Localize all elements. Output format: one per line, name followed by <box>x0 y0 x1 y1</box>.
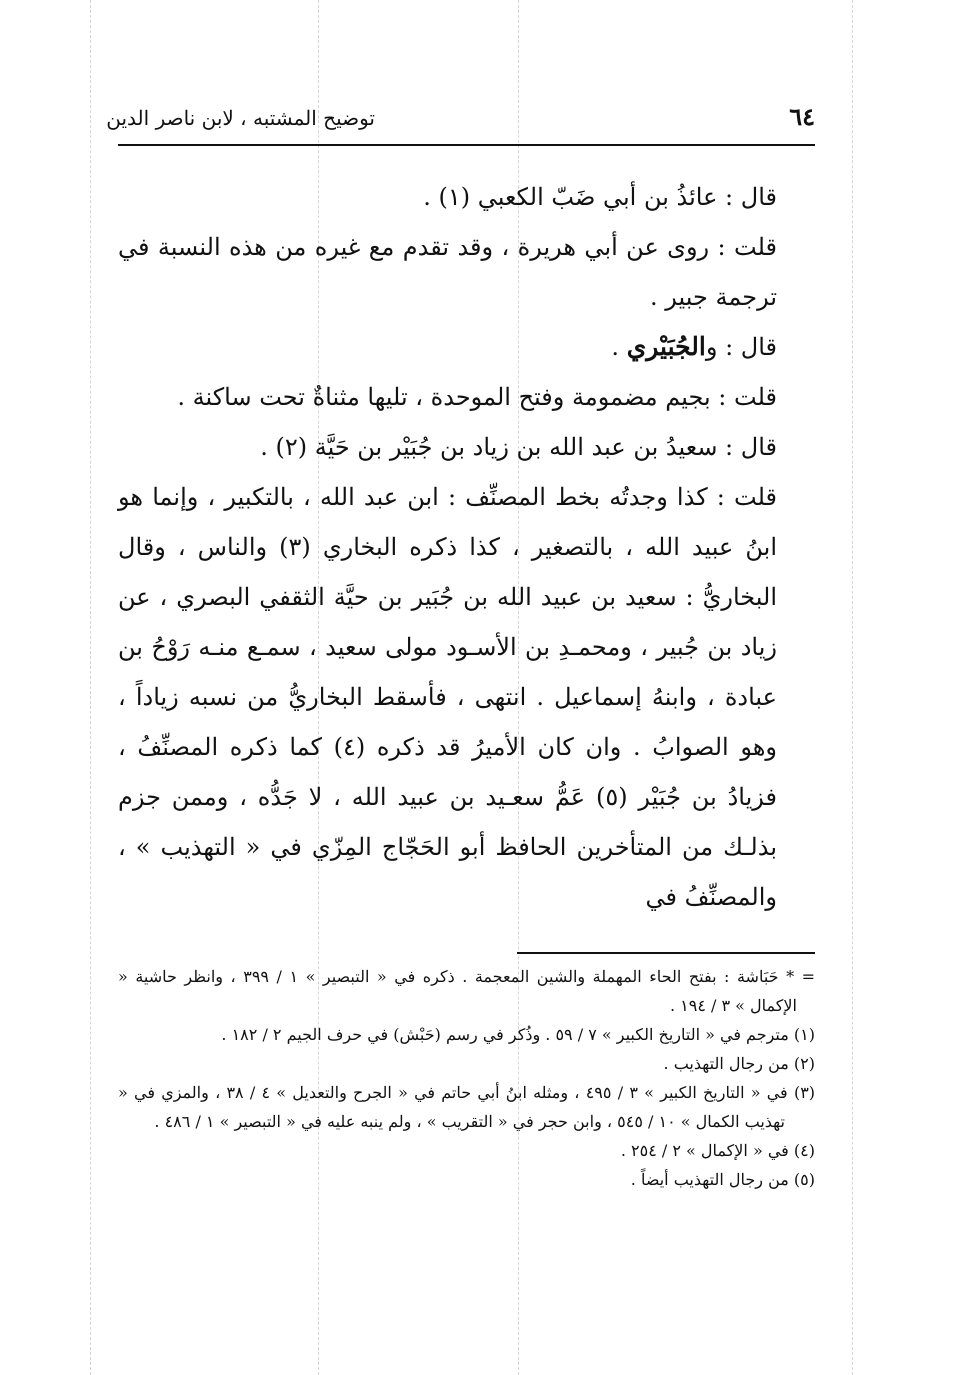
footnote-marker: (٣) <box>793 1083 816 1102</box>
text-line: قال : سعيدُ بن عبد الله بن زياد بن جُبَيْر بن حَيَّة (٢) . <box>260 433 777 461</box>
footnote-marker: = <box>801 967 816 986</box>
footnote <box>118 1136 815 1165</box>
entry-keyword: الجُبَيْري <box>626 332 706 361</box>
main-text <box>118 172 815 922</box>
footnote <box>118 1020 815 1049</box>
footnote-text: في « الإكمال » ٢ / ٢٥٤ . <box>620 1141 789 1160</box>
footnote-text: * حَبَاشة : بفتح الحاء المهملة والشين المعجمة . ذكره في « التبصير » ١ / ٣٩٩ ، وانظر حاشية « الإكمال » ٣ / ١٩٤ . <box>118 967 797 1015</box>
line-prefix: قال : و <box>705 333 777 361</box>
footnote-text: في « التاريخ الكبير » ٣ / ٤٩٥ ، ومثله ابنُ أبي حاتم في « الجرح والتعديل » ٤ / ٣٨ ، والمزي في « تهذيب الكمال » ١٠ / ٥٤٥ ، وابن حجر في « التقريب » ، ولم ينبه عليه في « التبصير » ١ / ٤٨٦ . <box>118 1083 788 1131</box>
footnote <box>118 962 815 1020</box>
footnote-marker: (٥) <box>793 1170 815 1189</box>
scan-guide-line <box>852 0 853 1375</box>
footnote-text: من رجال التهذيب . <box>663 1054 789 1073</box>
footnote-text: من رجال التهذيب أيضاً . <box>630 1170 789 1189</box>
running-title: توضيح المشتبه ، لابن ناصر الدين <box>106 106 375 130</box>
text-line: قلت : روى عن أبي هريرة ، وقد تقدم مع غيره من هذه النسبة في ترجمة جبير . <box>118 233 777 311</box>
footnote-marker: (٤) <box>793 1141 815 1160</box>
text-line <box>118 322 815 372</box>
running-header <box>106 100 815 146</box>
scan-guide-line <box>90 0 91 1375</box>
text-paragraph: قلت : كذا وجدتُه بخط المصنِّف : ابن عبد الله ، بالتكبير ، وإنما هو ابنُ عبيد الله ، بالتصغير ، كذا ذكره البخاري (٣) والناس ، وقال البخاريُّ : سعيد بن عبيد الله بن جُبَير بن حيَّة الثقفي البصري ، عن زياد بن جُبير ، ومحمـدِ بن الأسـود مولى سعيد ، سمـع منـه رَوْحُ بن عبادة ، وابنهُ إسماعيل . انتهى ، فأسقط البخاريُّ من نسبه زياداً ، وهو الصوابُ . وان كان الأميرُ قد ذكره (٤) كما ذكره المصنِّفُ ، فزيادُ بن جُبَيْر (٥) عَمُّ سعـيد بن عبيد الله ، لا جَدُّه ، وممن جزم بذلـك من المتأخرين الحافظ أبو الحَجّاج المِزّي في « التهذيب » ، والمصنِّفُ في <box>118 483 778 911</box>
text-line: قلت : بجيم مضمومة وفتح الموحدة ، تليها مثناةٌ تحت ساكنة . <box>177 383 777 411</box>
text-line: قال : عائذُ بن أبي ضَبّ الكعبي (١) . <box>423 183 777 211</box>
footnote-separator <box>517 952 815 954</box>
footnote <box>118 1165 815 1194</box>
footnote-text: مترجم في « التاريخ الكبير » ٧ / ٥٩ . وذُكر في رسم (حَبْش) في حرف الجيم ٢ / ١٨٢ . <box>221 1025 789 1044</box>
line-suffix: . <box>611 333 627 361</box>
footnote <box>118 1049 815 1078</box>
footnote-marker: (١) <box>793 1025 815 1044</box>
footnote <box>118 1078 815 1136</box>
footnote-marker: (٢) <box>793 1054 815 1073</box>
footnotes <box>118 962 815 1194</box>
page-number: ٦٤ <box>789 102 815 131</box>
